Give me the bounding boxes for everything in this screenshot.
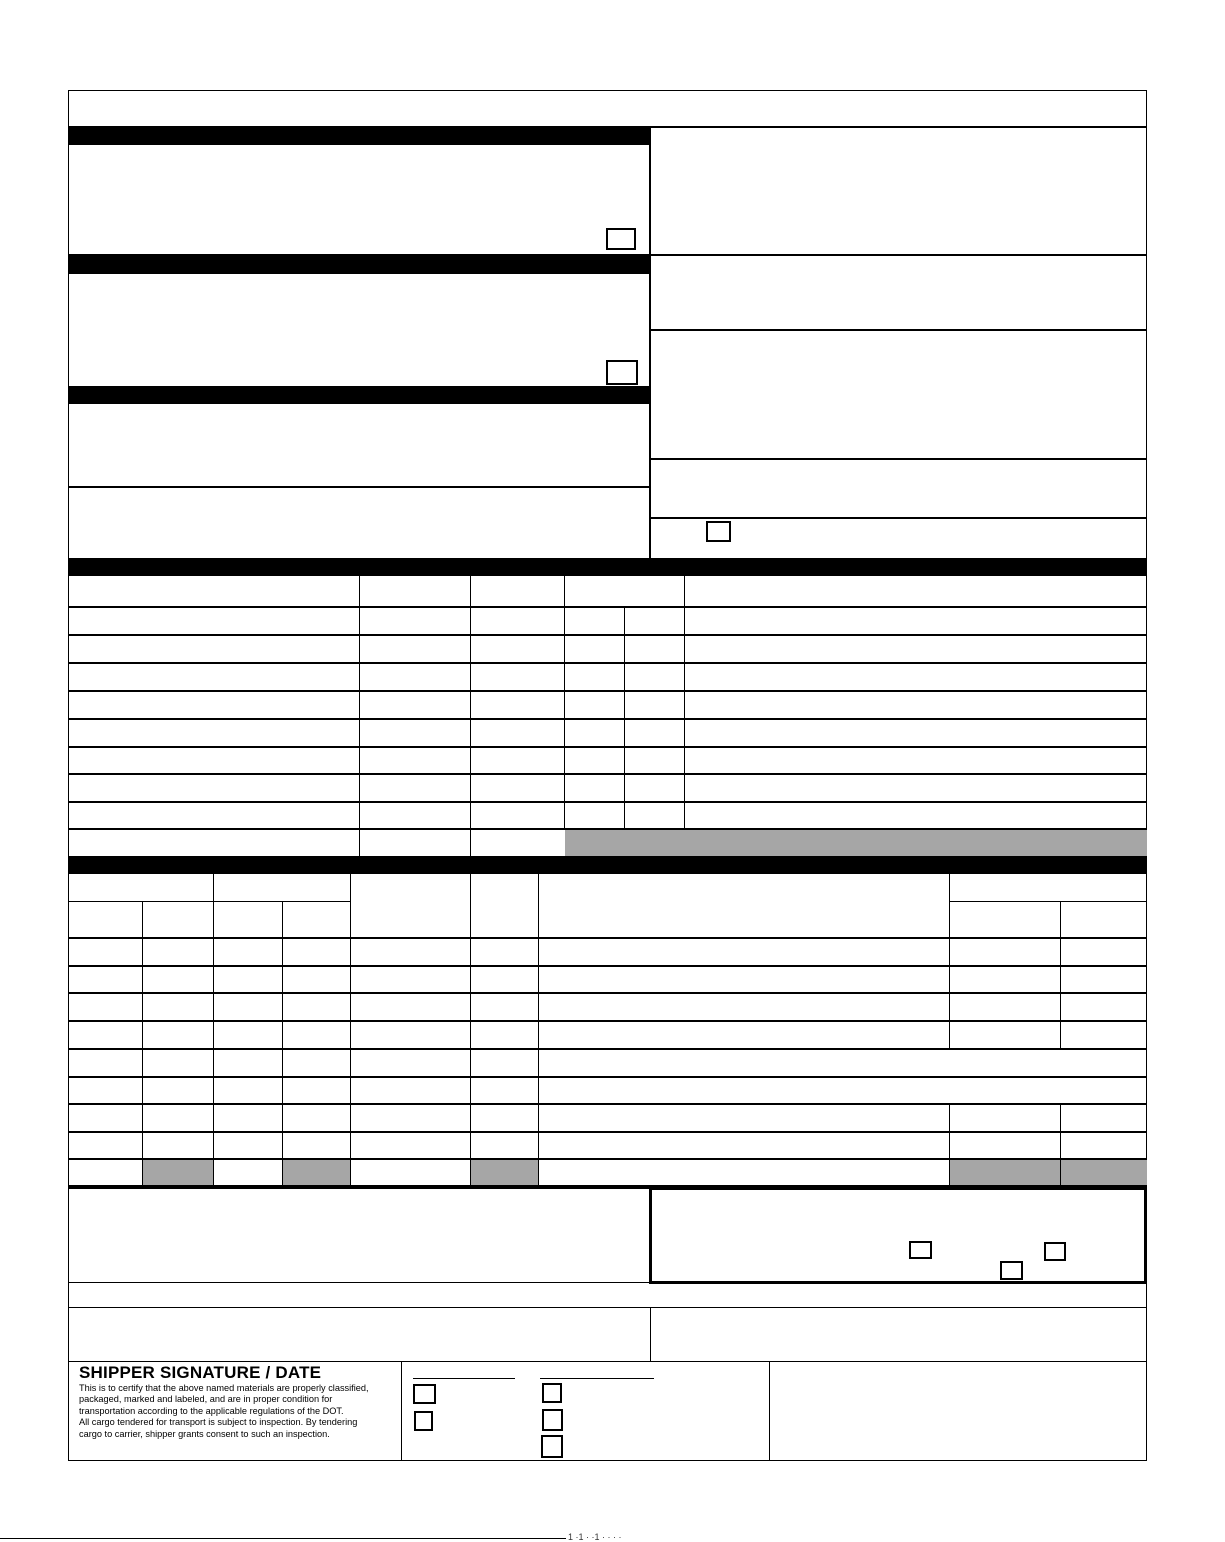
table1-row-line xyxy=(68,746,1147,748)
option-group-2-underline xyxy=(540,1378,654,1379)
table1-row-line xyxy=(68,662,1147,664)
table2-col-line xyxy=(350,874,351,1186)
shipper-signature-title: SHIPPER SIGNATURE / DATE xyxy=(79,1363,322,1382)
lower-right-checkbox-2[interactable] xyxy=(1044,1242,1066,1261)
lower-full-divider-2 xyxy=(68,1361,1147,1362)
table2-row-line xyxy=(68,1076,1147,1078)
table1-row-line xyxy=(68,718,1147,720)
table2-row-line xyxy=(68,1020,1147,1022)
option-group-1-underline xyxy=(413,1378,515,1379)
table1-row-line xyxy=(68,634,1147,636)
table1-shaded-cell xyxy=(565,830,1147,856)
table2-row-line xyxy=(68,992,1147,994)
table1-row-line xyxy=(68,606,1147,608)
section-header-bar-3 xyxy=(68,386,650,404)
table1-header-bar xyxy=(68,558,1147,576)
table1-row-line xyxy=(68,801,1147,803)
signature-divider-1 xyxy=(401,1361,402,1461)
section1-checkbox[interactable] xyxy=(606,228,636,250)
table2-subheader-line xyxy=(949,901,1147,902)
table1-row-line xyxy=(68,773,1147,775)
table2-shaded-cell xyxy=(950,1160,1060,1185)
table2-col-line xyxy=(213,874,214,1186)
lower-full-divider xyxy=(68,1307,1147,1308)
option-checkbox-1b[interactable] xyxy=(414,1411,433,1431)
lower-section-top-line xyxy=(68,1187,650,1189)
table2-shaded-cell xyxy=(283,1160,350,1185)
footer-text: 1 ·1 · ·1 · · · · xyxy=(568,1532,622,1542)
table2-col-line xyxy=(470,874,471,1186)
right-divider-3 xyxy=(650,458,1147,460)
section2-checkbox[interactable] xyxy=(606,360,638,385)
left-section-divider xyxy=(68,486,650,488)
lower-right-boxed-panel xyxy=(649,1187,1147,1284)
signature-divider-2 xyxy=(769,1361,770,1461)
lower-right-checkbox-3[interactable] xyxy=(1000,1261,1023,1280)
table2-shaded-cell xyxy=(471,1160,538,1185)
table2-shaded-cell xyxy=(1061,1160,1147,1185)
table2-shaded-cell xyxy=(143,1160,213,1185)
table2-col-line xyxy=(142,901,143,1186)
table2-row-line xyxy=(68,1131,1147,1133)
footer-rule xyxy=(0,1538,566,1539)
table1-col-line xyxy=(684,576,685,828)
certification-line: This is to certify that the above named materials are properly classified, xyxy=(79,1383,369,1393)
lower-right-checkbox-1[interactable] xyxy=(909,1241,932,1259)
upper-center-divider xyxy=(649,127,651,559)
right-divider-2 xyxy=(650,329,1147,331)
table2-subheader-line xyxy=(68,901,350,902)
section-header-bar-1 xyxy=(68,127,650,145)
table2-row-line xyxy=(68,937,1147,939)
certification-line: transportation according to the applicable regulations of the DOT. xyxy=(79,1405,344,1416)
table2-col-line xyxy=(538,874,539,1186)
table2-header-bar xyxy=(68,856,1147,874)
table2-row-line xyxy=(68,1048,1147,1050)
lower-center-divider xyxy=(650,1307,651,1361)
option-checkbox-2c[interactable] xyxy=(541,1435,563,1458)
lower-left-divider xyxy=(68,1282,650,1283)
table1-row-line xyxy=(68,690,1147,692)
table1-col-line xyxy=(359,576,360,856)
table2-col-line xyxy=(949,874,950,1049)
section-header-bar-2 xyxy=(68,254,650,274)
table2-row-line xyxy=(68,1103,1147,1105)
right-divider-4 xyxy=(650,517,1147,519)
certification-line: All cargo tendered for transport is subject to inspection. By tendering xyxy=(79,1417,358,1428)
table2-col-line xyxy=(1060,901,1061,1049)
table2-col-line xyxy=(282,901,283,1186)
option-checkbox-1a[interactable] xyxy=(413,1384,436,1404)
table1-col-line xyxy=(564,576,565,828)
table2-row-line xyxy=(68,965,1147,967)
table1-col-line xyxy=(470,576,471,856)
right-divider-1 xyxy=(650,254,1147,256)
option-checkbox-2b[interactable] xyxy=(542,1409,563,1431)
option-checkbox-2a[interactable] xyxy=(542,1383,562,1403)
certification-line: packaged, marked and labeled, and are in proper condition for xyxy=(79,1394,333,1405)
certification-line: cargo to carrier, shipper grants consent to such an inspection. xyxy=(79,1428,330,1439)
right-section-checkbox[interactable] xyxy=(706,521,731,542)
shipper-certification-text xyxy=(79,1383,394,1440)
table1-col-line xyxy=(624,606,625,828)
